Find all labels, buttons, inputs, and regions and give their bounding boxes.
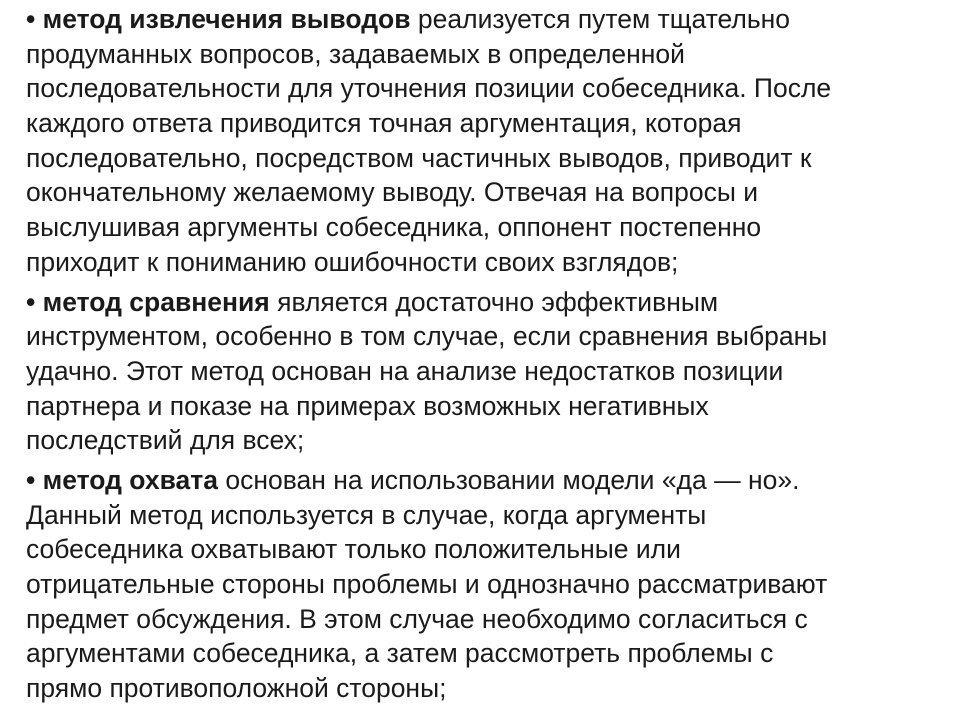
text-line: окончательному желаемому выводу. Отвечая на вопросы и: [26, 177, 759, 208]
term-label: метод охвата: [42, 464, 218, 495]
item-text: основан на использовании модели «да — но».: [225, 464, 800, 495]
list-item: [26, 285, 936, 458]
text-line: последовательно, посредством частичных выводов, приводит к: [26, 142, 812, 173]
text-line: [26, 2, 936, 37]
text-line: прямо противоположной стороны;: [26, 673, 447, 704]
text-line: продуманных вопросов, задаваемых в определенной: [26, 38, 685, 69]
text-line: собеседника охватывают только положительные или: [26, 534, 681, 565]
text-line: партнера и показе на примерах возможных негативных: [26, 390, 709, 421]
text-line: инструментом, особенно в том случае, если сравнения выбраны: [26, 321, 828, 352]
text-line: [26, 463, 936, 498]
text-line: последовательности для уточнения позиции собеседника. После: [26, 73, 832, 104]
item-text: реализуется путем тщательно: [417, 4, 791, 34]
list-item: [26, 463, 936, 706]
text-line: Данный метод используется в случае, когда аргументы: [26, 499, 707, 530]
term-label: метод извлечения выводов: [42, 4, 411, 34]
bullet: •: [26, 286, 36, 317]
list-item: [26, 2, 936, 280]
text-line: приходит к пониманию ошибочности своих взглядов;: [26, 246, 679, 277]
text-line: выслушивая аргументы собеседника, оппонент постепенно: [26, 212, 762, 243]
text-line: каждого ответа приводится точная аргументация, которая: [26, 108, 742, 139]
item-text: является достаточно эффективным: [277, 286, 719, 317]
term-label: метод сравнения: [42, 286, 270, 317]
text-line: предмет обсуждения. В этом случае необходимо согласиться с: [26, 603, 808, 634]
slide-body: [26, 2, 936, 706]
text-line: отрицательные стороны проблемы и однозначно рассматривают: [26, 569, 828, 599]
bullet: •: [26, 464, 36, 495]
bullet: •: [26, 4, 36, 34]
text-line: аргументами собеседника, а затем рассмотреть проблемы с: [26, 638, 774, 669]
text-line: последствий для всех;: [26, 425, 305, 456]
text-line: [26, 285, 936, 320]
text-line: удачно. Этот метод основан на анализе недостатков позиции: [26, 355, 784, 386]
